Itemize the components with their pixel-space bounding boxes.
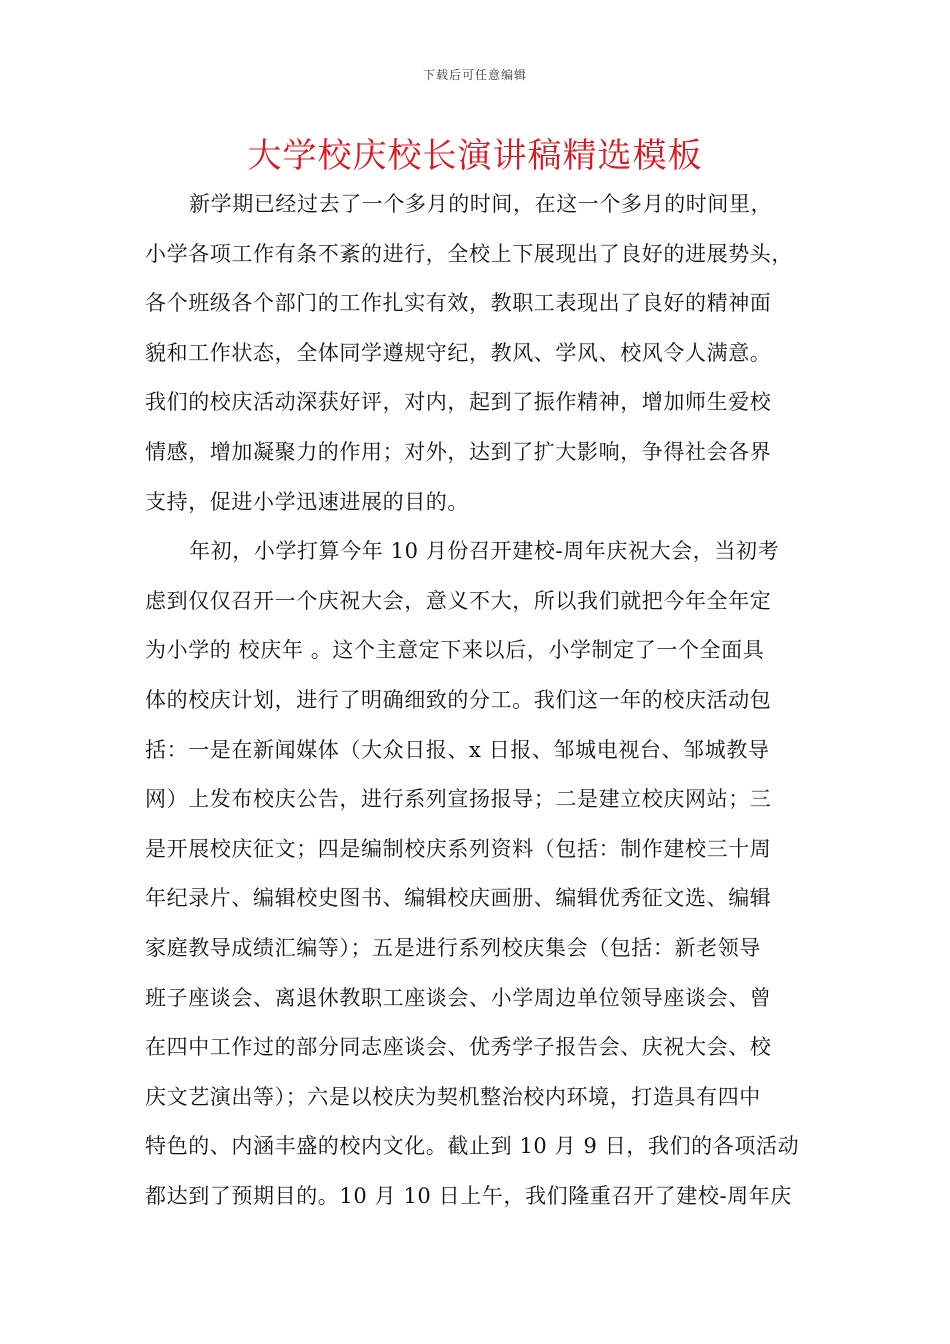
- paragraph-line: 是开展校庆征文；四是编制校庆系列资料（包括：制作建校三十周: [145, 836, 772, 861]
- paragraph-line: 各个班级各个部门的工作扎实有效，教职工表现出了良好的精神面: [145, 291, 772, 316]
- paragraph-line: 年纪录片、编辑校史图书、编辑校庆画册、编辑优秀征文选、编辑: [145, 886, 772, 911]
- paragraph-line: 体的校庆计划，进行了明确细致的分工。我们这一年的校庆活动包: [145, 687, 772, 712]
- page-header: 下载后可任意编辑: [422, 68, 527, 82]
- paragraph-line: 括：一是在新闻媒体（大众日报、x 日报、邹城电视台、邹城教导: [145, 737, 770, 762]
- paragraph-line: 虑到仅仅召开一个庆祝大会，意义不大，所以我们就把今年全年定: [145, 588, 772, 613]
- paragraph-line: 庆文艺演出等）；六是以校庆为契机整治校内环境，打造具有四中: [145, 1084, 761, 1109]
- paragraph-line: 在四中工作过的部分同志座谈会、优秀学子报告会、庆祝大会、校: [145, 1035, 772, 1060]
- document-body: [145, 180, 825, 1221]
- paragraph-line: 班子座谈会、离退休教职工座谈会、小学周边单位领导座谈会、曾: [145, 985, 772, 1010]
- paragraph-1: [145, 180, 825, 527]
- paragraph-line: 貌和工作状态，全体同学遵规守纪，教风、学风、校风令人满意。: [145, 340, 772, 365]
- document-title: 大学校庆校长演讲稿精选模板: [247, 136, 703, 176]
- paragraph-line: 新学期已经过去了一个多月的时间，在这一个多月的时间里，: [189, 192, 773, 216]
- paragraph-line: 支持，促进小学迅速进展的目的。: [145, 489, 469, 514]
- paragraph-line: 年初，小学打算今年 10 月份召开建校-周年庆祝大会，当初考: [189, 539, 780, 564]
- paragraph-line: 都达到了预期目的。10 月 10 日上午，我们隆重召开了建校-周年庆: [145, 1183, 792, 1208]
- paragraph-line: 家庭教导成绩汇编等）；五是进行系列校庆集会（包括：新老领导: [145, 935, 761, 960]
- paragraph-line: 情感，增加凝聚力的作用；对外，达到了扩大影响，争得社会各界: [145, 439, 772, 464]
- paragraph-line: 我们的校庆活动深获好评，对内，起到了振作精神，增加师生爱校: [145, 390, 772, 415]
- paragraph-line: 网）上发布校庆公告，进行系列宣扬报导；二是建立校庆网站；三: [145, 787, 772, 812]
- paragraph-2: [145, 527, 825, 1221]
- paragraph-line: 为小学的 校庆年 。这个主意定下来以后，小学制定了一个全面具: [145, 638, 765, 663]
- paragraph-line: 特色的、内涵丰盛的校内文化。截止到 10 月 9 日，我们的各项活动: [145, 1134, 800, 1159]
- paragraph-line: 小学各项工作有条不紊的进行，全校上下展现出了良好的进展势头，: [145, 241, 793, 266]
